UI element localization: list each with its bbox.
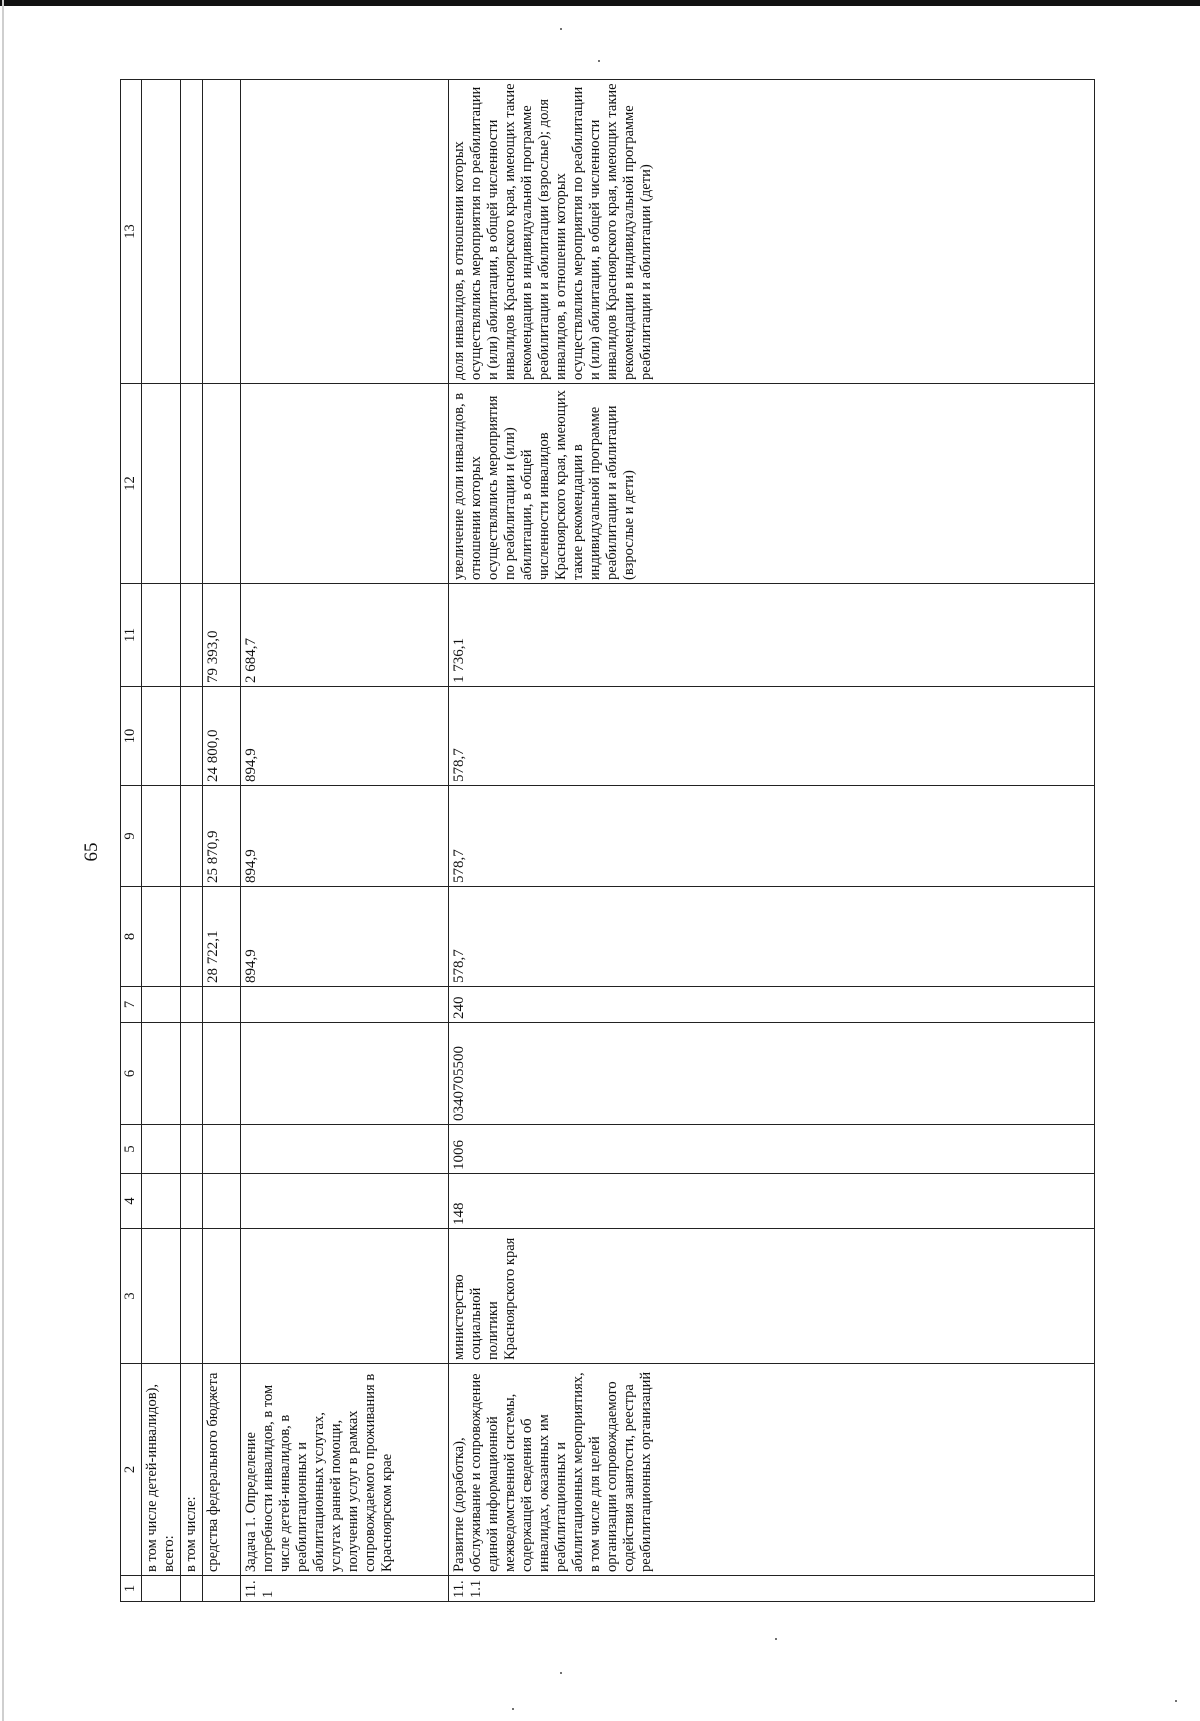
column-number: 8: [121, 887, 142, 987]
cell-csr: [241, 1023, 449, 1125]
cell-result: [203, 384, 241, 584]
cell-year2: 25 870,9: [203, 786, 241, 887]
cell-executor: [241, 1229, 449, 1364]
cell-rzpr: [181, 1125, 203, 1174]
cell-executor: [181, 1229, 203, 1364]
table-row: [203, 80, 241, 1602]
cell-vr: [142, 987, 181, 1023]
cell-total: 2 684,7: [241, 584, 449, 687]
scan-speck: [560, 1672, 562, 1674]
table-row: [181, 80, 203, 1602]
cell-indicator: доля инвалидов, в отношении которых осуществлялись мероприятия по реабилитации и (или) абилитации, в общей численности инвалидов Красноярского края, имеющих такие рекомендации в индивидуальной программе реабилитации и абилитации (взрослые); доля инвалидов, в отношении которых осуществлялись мероприятия по реабилитации и (или) абилитации, в общей численности инвалидов Красноярского края, имеющих такие рекомендации в индивидуальной программе реабилитации и абилитации (дети): [449, 80, 1095, 384]
cell-indicator: [241, 80, 449, 384]
cell-year2: [142, 786, 181, 887]
cell-name: средства федерального бюджета: [203, 1364, 241, 1576]
scan-left-edge: [2, 0, 4, 1721]
cell-result: [181, 384, 203, 584]
cell-name: в том числе:: [181, 1364, 203, 1576]
cell-result: [142, 384, 181, 584]
cell-result: [241, 384, 449, 584]
cell-name: Развитие (доработка), обслуживание и сопровождение единой информационной межведомственной системы, содержащей сведения об инвалидах, оказанных им реабилитационных и абилитационных мероприятиях, в том числе для целей организации сопровождаемого содействия занятости, реестра реабилитационных организаций: [449, 1364, 1095, 1576]
cell-number: [181, 1576, 203, 1602]
cell-rzpr: 1006: [449, 1125, 1095, 1174]
scan-speck: [512, 1708, 514, 1710]
column-number: 9: [121, 786, 142, 887]
cell-year3: [142, 687, 181, 786]
table-row: [142, 80, 181, 1602]
cell-executor: [203, 1229, 241, 1364]
cell-name: в том числе детей-инвалидов), всего:: [142, 1364, 181, 1576]
cell-year1: [181, 887, 203, 987]
cell-year1: 894,9: [241, 887, 449, 987]
cell-executor: [142, 1229, 181, 1364]
scan-speck: [775, 1638, 777, 1640]
cell-year2: 578,7: [449, 786, 1095, 887]
table-row: [449, 80, 1095, 1602]
cell-result: увеличение доли инвалидов, в отношении которых осуществлялись мероприятия по реабилитации и (или) абилитации, в общей численности инвалидов Красноярского края, имеющих такие рекомендации в индивидуальной программе реабилитации и абилитации (взрослые и дети): [449, 384, 1095, 584]
cell-grbs: [142, 1174, 181, 1229]
cell-total: 79 393,0: [203, 584, 241, 687]
cell-indicator: [142, 80, 181, 384]
column-number-row: [121, 80, 142, 1602]
cell-grbs: [203, 1174, 241, 1229]
cell-csr: [203, 1023, 241, 1125]
scan-speck: [598, 60, 600, 62]
cell-year3: 24 800,0: [203, 687, 241, 786]
column-number: 13: [121, 80, 142, 384]
column-number: 7: [121, 987, 142, 1023]
cell-total: [181, 584, 203, 687]
cell-year1: [142, 887, 181, 987]
scan-speck: [560, 28, 562, 30]
cell-csr: [181, 1023, 203, 1125]
column-number: 10: [121, 687, 142, 786]
cell-indicator: [181, 80, 203, 384]
cell-year3: 578,7: [449, 687, 1095, 786]
cell-year1: 28 722,1: [203, 887, 241, 987]
column-number: 12: [121, 384, 142, 584]
table-row: [241, 80, 449, 1602]
column-number: 1: [121, 1576, 142, 1602]
cell-rzpr: [203, 1125, 241, 1174]
cell-name: Задача 1. Определение потребности инвалидов, в том числе детей-инвалидов, в реабилитационных и абилитационных услугах, услугах ранней помощи, получении услуг в рамках сопровождаемого проживания в Красноярском крае: [241, 1364, 449, 1576]
cell-grbs: 148: [449, 1174, 1095, 1229]
cell-year3: [181, 687, 203, 786]
scan-speck: [1175, 1700, 1177, 1702]
cell-grbs: [181, 1174, 203, 1229]
cell-indicator: [203, 80, 241, 384]
cell-vr: [203, 987, 241, 1023]
cell-number: 11.1.1: [449, 1576, 1095, 1602]
cell-vr: 240: [449, 987, 1095, 1023]
column-number: 4: [121, 1174, 142, 1229]
rotated-table-container: [120, 80, 1080, 1602]
cell-grbs: [241, 1174, 449, 1229]
column-number: 5: [121, 1125, 142, 1174]
cell-total: 1 736,1: [449, 584, 1095, 687]
program-table: [120, 79, 1095, 1602]
page-number: 65: [81, 842, 102, 862]
cell-total: [142, 584, 181, 687]
cell-rzpr: [241, 1125, 449, 1174]
scan-top-edge: [0, 0, 1200, 6]
cell-year2: [181, 786, 203, 887]
cell-number: [203, 1576, 241, 1602]
cell-number: 11.1: [241, 1576, 449, 1602]
cell-csr: [142, 1023, 181, 1125]
cell-csr: 0340705500: [449, 1023, 1095, 1125]
column-number: 2: [121, 1364, 142, 1576]
cell-vr: [241, 987, 449, 1023]
column-number: 6: [121, 1023, 142, 1125]
cell-vr: [181, 987, 203, 1023]
cell-number: [142, 1576, 181, 1602]
column-number: 11: [121, 584, 142, 687]
column-number: 3: [121, 1229, 142, 1364]
cell-rzpr: [142, 1125, 181, 1174]
cell-year1: 578,7: [449, 887, 1095, 987]
cell-executor: министерство социальной политики Красноярского края: [449, 1229, 1095, 1364]
cell-year2: 894,9: [241, 786, 449, 887]
cell-year3: 894,9: [241, 687, 449, 786]
